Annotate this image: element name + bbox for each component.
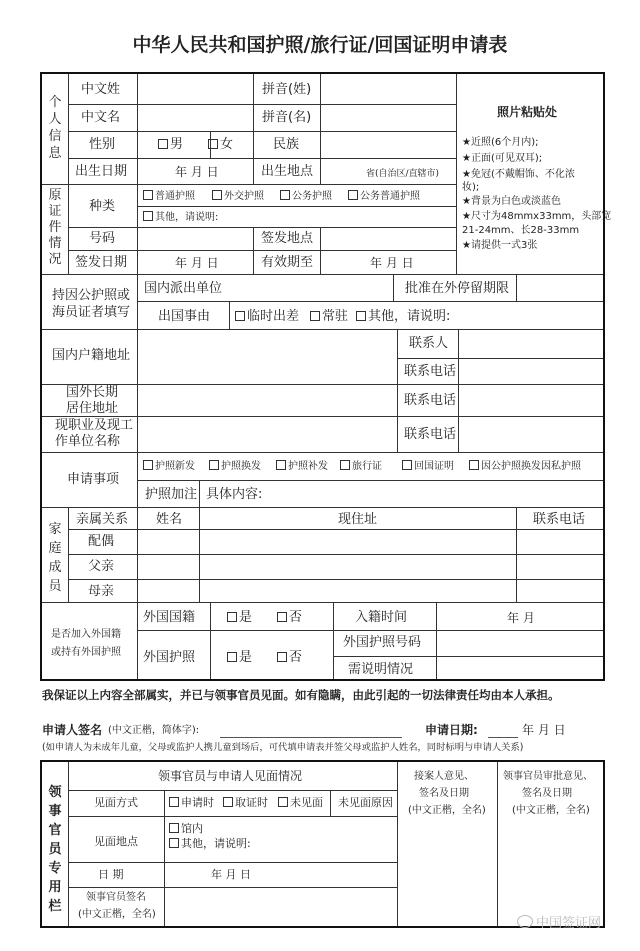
checkbox-ordinary-passport[interactable]: 普通护照	[143, 190, 195, 202]
receiver-opinion-1: 接案人意见、	[414, 771, 474, 782]
label-official-passport-1: 持因公护照或	[52, 288, 131, 303]
label-abroad-address-1: 国外长期	[66, 385, 119, 400]
checkbox-temporary-trip[interactable]: 临时出差	[235, 310, 299, 323]
section-original-passport: 原证件情况	[48, 188, 62, 267]
approver-opinion-1: 领事官员审批意见、	[503, 771, 593, 782]
section-personal: 个人信息	[48, 95, 62, 161]
photo-note: 21-24mm、长28-33mm	[462, 225, 580, 236]
checkbox-official-to-private[interactable]: 因公护照换发因私护照	[469, 460, 581, 472]
checkbox-met-on-application[interactable]: 申请时	[169, 797, 214, 808]
label-endorsement-content: 具体内容:	[206, 487, 263, 502]
label-ethnicity: 民族	[273, 137, 300, 152]
label-occupation-2: 作单位名称	[55, 434, 121, 449]
row-spouse: 配偶	[88, 534, 115, 549]
checkbox-renew-passport[interactable]: 护照换发	[209, 460, 261, 472]
checkbox-foreign-passport-no[interactable]: 否	[277, 651, 302, 664]
meeting-title: 领事官员与申请人见面情况	[158, 769, 303, 783]
checkbox-diplomatic-passport[interactable]: 外交护照	[212, 190, 264, 202]
photo-title: 照片粘贴处	[497, 105, 558, 119]
label-applicant-signature: 申请人签名	[42, 723, 103, 737]
label-abroad-address-2: 居住地址	[66, 401, 119, 416]
label-approved-stay: 批准在外停留期限	[405, 281, 510, 296]
row-father: 父亲	[88, 559, 115, 574]
label-travel-reason: 出国事由	[158, 309, 211, 324]
label-meeting-date: 日 期	[98, 868, 124, 881]
label-not-met-reason: 未见面原因	[338, 796, 393, 809]
label-officer-signature-1: 领事官员签名	[86, 892, 146, 903]
label-gender: 性别	[89, 137, 116, 152]
photo-note: ★近照(6个月内);	[462, 137, 539, 148]
receiver-opinion-2: 签名及日期	[419, 788, 469, 799]
checkbox-public-affairs-passport[interactable]: 公务普通护照	[348, 190, 420, 202]
label-official-passport-2: 海员证者填写	[52, 305, 131, 320]
label-passport-number: 号码	[89, 231, 116, 246]
label-meeting-place: 见面地点	[94, 835, 138, 848]
birth-date-ymd: 年 月 日	[175, 165, 219, 179]
header-name: 姓名	[156, 512, 183, 527]
receiver-opinion-3: (中文正楷，全名)	[408, 805, 486, 816]
label-pinyin-given: 拼音(名)	[262, 110, 312, 125]
row-mother: 母亲	[88, 584, 115, 599]
section-consular: 领事官员专用栏	[48, 785, 62, 914]
declaration-text: 我保证以上内容全部属实，并已与领事官员见面。如有隐瞒，由此引起的一切法律责任均由本人承担。	[42, 688, 560, 702]
watermark-icon	[517, 915, 533, 928]
naturalization-ym: 年 月	[507, 611, 535, 625]
issue-date-ymd: 年 月 日	[175, 256, 219, 270]
checkbox-other-passport[interactable]: 其他，请说明:	[143, 211, 218, 223]
photo-note: ★背景为白色或淡蓝色	[462, 196, 561, 207]
checkbox-foreign-passport-yes[interactable]: 是	[227, 651, 252, 664]
label-contact-person: 联系人	[409, 336, 449, 351]
label-application-items: 申请事项	[67, 472, 120, 487]
label-dispatch-unit: 国内派出单位	[144, 281, 223, 296]
label-meeting-method: 见面方式	[94, 796, 138, 809]
photo-note: 妆);	[462, 182, 480, 193]
meeting-date-ymd: 年 月 日	[211, 868, 251, 881]
birth-place-hint: 省(自治区/直辖市)	[366, 169, 440, 179]
checkbox-replace-passport[interactable]: 护照补发	[276, 460, 328, 472]
label-explanation: 需说明情况	[348, 662, 414, 677]
signature-hint: (中文正楷，简体字):	[108, 725, 200, 736]
checkbox-reason-other[interactable]: 其他，请说明:	[356, 310, 450, 323]
checkbox-service-passport[interactable]: 公务护照	[280, 190, 332, 202]
checkbox-female[interactable]: 女	[208, 138, 233, 151]
checkbox-met-on-collection[interactable]: 取证时	[223, 797, 268, 808]
label-foreign-passport: 外国护照	[143, 650, 196, 665]
label-abroad-phone: 联系电话	[404, 393, 457, 408]
label-foreign-passport-number: 外国护照号码	[343, 635, 422, 650]
label-pinyin-surname: 拼音(姓)	[262, 82, 312, 97]
label-foreign-question-1: 是否加入外国籍	[51, 629, 121, 640]
checkbox-return-certificate[interactable]: 回国证明	[402, 460, 454, 472]
application-date-ymd: 年 月 日	[522, 723, 566, 737]
label-issue-place: 签发地点	[261, 231, 314, 246]
header-phone: 联系电话	[533, 512, 586, 527]
photo-note: ★请提供一式3张	[462, 240, 538, 251]
signature-line[interactable]	[220, 737, 402, 738]
checkbox-place-other[interactable]: 其他，请说明:	[169, 838, 251, 849]
photo-note: ★正面(可见双耳);	[462, 153, 543, 164]
approver-opinion-3: (中文正楷，全名)	[512, 805, 590, 816]
valid-until-ymd: 年 月 日	[370, 256, 414, 270]
label-officer-signature-2: (中文正楷，全名)	[78, 909, 156, 920]
watermark: 中国签证网	[517, 915, 601, 930]
section-family: 家庭成员	[48, 522, 62, 594]
label-work-phone: 联系电话	[404, 427, 457, 442]
guardian-note: (如申请人为未成年儿童，父母或监护人携儿童到场后，可代填申请表并签父母或监护人姓名，同时标明与申请人关系)	[42, 742, 524, 753]
form-title: 中华人民共和国护照/旅行证/回国证明申请表	[132, 34, 508, 56]
photo-note: ★尺寸为48mmx33mm，头部宽	[462, 211, 612, 222]
header-relation: 亲属关系	[76, 512, 129, 527]
label-foreign-question-2: 或持有外国护照	[51, 647, 121, 658]
label-domestic-address: 国内户籍地址	[52, 348, 131, 363]
header-address: 现住址	[338, 512, 378, 527]
label-birth-place: 出生地点	[261, 164, 314, 179]
checkbox-male[interactable]: 男	[158, 138, 183, 151]
checkbox-in-embassy[interactable]: 馆内	[169, 823, 203, 834]
checkbox-resident[interactable]: 常驻	[310, 310, 348, 323]
label-chinese-surname: 中文姓	[81, 82, 121, 97]
label-passport-endorsement: 护照加注	[145, 487, 198, 502]
checkbox-travel-document[interactable]: 旅行证	[340, 460, 382, 472]
checkbox-nationality-no[interactable]: 否	[277, 611, 302, 624]
label-issue-date: 签发日期	[75, 255, 128, 270]
label-occupation-1: 现职业及现工	[55, 418, 134, 433]
photo-note: ★免冠(不戴帽饰、不化浓	[462, 169, 575, 180]
label-passport-type: 种类	[89, 199, 116, 214]
checkbox-not-met[interactable]: 未见面	[278, 797, 323, 808]
label-valid-until: 有效期至	[261, 255, 314, 270]
label-naturalization-time: 入籍时间	[355, 610, 408, 625]
label-contact-phone: 联系电话	[404, 364, 457, 379]
label-birth-date: 出生日期	[75, 164, 128, 179]
checkbox-new-passport[interactable]: 护照新发	[143, 460, 195, 472]
label-chinese-given: 中文名	[81, 110, 121, 125]
checkbox-nationality-yes[interactable]: 是	[227, 611, 252, 624]
label-application-date: 申请日期:	[425, 723, 478, 737]
approver-opinion-2: 签名及日期	[522, 788, 572, 799]
label-foreign-nationality: 外国国籍	[143, 610, 196, 625]
